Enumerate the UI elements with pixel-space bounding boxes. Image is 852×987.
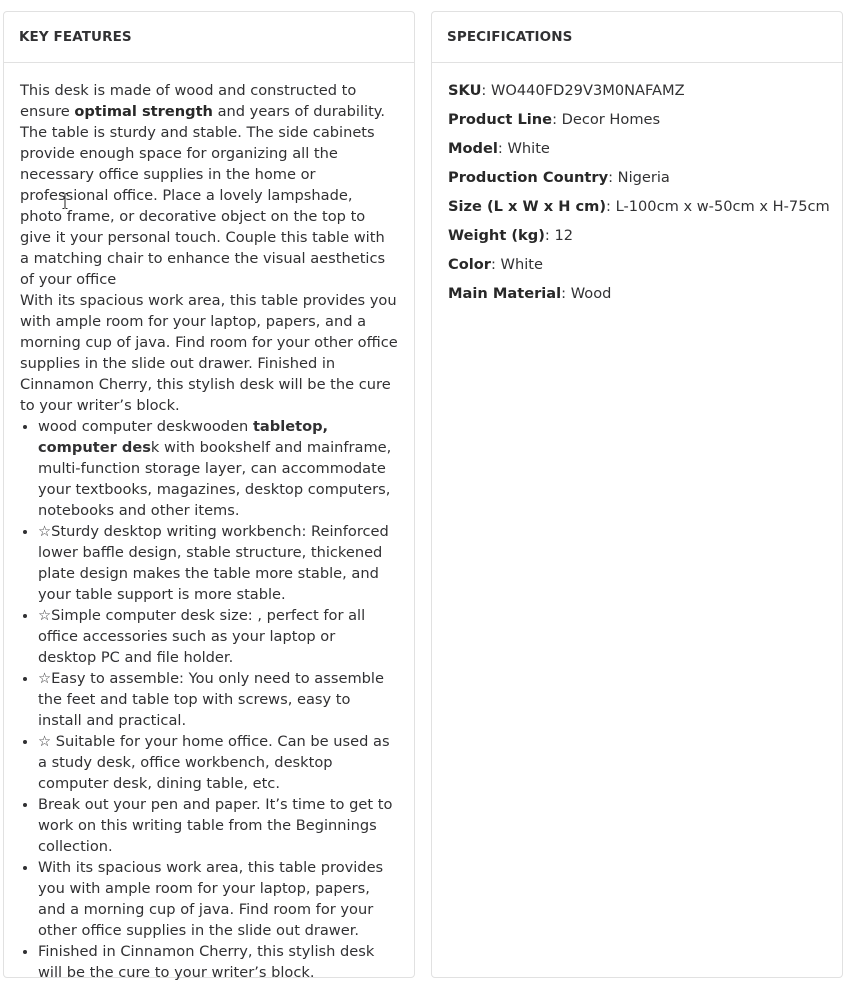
spec-value: WO440FD29V3M0NAFAMZ xyxy=(490,82,685,99)
features-bullet-1-text-a: wood computer deskwooden xyxy=(38,418,253,435)
spec-key: SKU xyxy=(448,82,482,99)
features-paragraph-2: With its spacious work area, this table provides you with ample room for your laptop, papers, and a morning cup of java. Find room for your other office supplies in the slide out drawer. Finished in Cinnamon Cherry, this stylish desk will be the cure to your writer’s block. xyxy=(20,292,398,414)
spec-row-size: Size (L x W x H cm): L-100cm x w-50cm x H-75cm xyxy=(448,198,830,215)
features-bullet-item: • ☆ Suitable for your home office. Can be used as a study desk, office workbench, desktop computer desk, dining table, etc. xyxy=(38,731,398,794)
features-bullet-item: • ☆Easy to assemble: You only need to assemble the feet and table top with screws, easy to install and practical. xyxy=(38,668,398,731)
spec-value: Decor Homes xyxy=(561,111,661,128)
features-bullet-1-text-b: k with bookshelf and mainframe, multi-function storage layer, can accommodate your textbooks, magazines, desktop computers, notebooks and other items. xyxy=(38,439,392,519)
spec-key: Color xyxy=(448,256,491,273)
features-bullet-item: • With its spacious work area, this table provides you with ample room for your laptop, papers, and a morning cup of java. Find room for your other office supplies in the slide out drawer. xyxy=(38,857,398,941)
specifications-card xyxy=(431,11,843,978)
spec-row-weight: Weight (kg): 12 xyxy=(448,227,574,244)
features-bullet-item: • Finished in Cinnamon Cherry, this stylish desk will be the cure to your writer’s block. xyxy=(38,941,398,983)
spec-value: White xyxy=(507,140,550,157)
features-bullet-list xyxy=(20,416,398,983)
spec-value: 12 xyxy=(554,227,574,244)
spec-key: Size (L x W x H cm) xyxy=(448,198,607,215)
features-bullet-item: • ☆Sturdy desktop writing workbench: Reinforced lower baffle design, stable structure, thickened plate design makes the table more stable, and your table support is more stable. xyxy=(38,521,398,605)
features-bullet-1-bold: tabletop, computer des xyxy=(38,418,329,456)
spec-key: Model xyxy=(448,140,498,157)
features-bullet-item: • Break out your pen and paper. It’s time to get to work on this writing table from the Beginnings collection. xyxy=(38,794,398,857)
spec-row-sku: SKU: WO440FD29V3M0NAFAMZ xyxy=(448,82,685,99)
spec-value: L-100cm x w-50cm x H-75cm xyxy=(615,198,830,215)
features-paragraph-1 xyxy=(20,80,398,290)
specifications-body xyxy=(432,63,842,304)
features-bullet-item xyxy=(38,416,398,521)
spec-key: Weight (kg) xyxy=(448,227,545,244)
spec-value: White xyxy=(500,256,543,273)
features-paragraph-1-text-b: and years of durability. The table is sturdy and stable. The side cabinets provide enough space for organizing all the necessary office supplies in the home or professional office. Place a lovely lampshade, photo frame, or decorative object on the top to give it your personal touch. Couple this table with a matching chair to enhance the visual aesthetics of your office xyxy=(20,103,386,288)
spec-row-product-line: Product Line: Decor Homes xyxy=(448,111,661,128)
spec-key: Production Country xyxy=(448,169,609,186)
features-bullet-item: • ☆Simple computer desk size: , perfect for all office accessories such as your laptop or desktop PC and file holder. xyxy=(38,605,398,668)
spec-row-main-material: Main Material: Wood xyxy=(448,285,612,302)
spec-row-production-country: Production Country: Nigeria xyxy=(448,169,670,186)
spec-key: Product Line xyxy=(448,111,553,128)
specifications-header: SPECIFICATIONS xyxy=(432,12,842,63)
key-features-header: KEY FEATURES xyxy=(4,12,414,63)
spec-row-model: Model: White xyxy=(448,140,550,157)
features-paragraph-1-text-a: This desk is made of wood and constructed to ensure xyxy=(20,82,357,120)
key-features-card xyxy=(3,11,415,981)
spec-value: Wood xyxy=(570,285,612,302)
spec-row-color: Color: White xyxy=(448,256,543,273)
features-paragraph-1-bold: optimal strength xyxy=(74,103,213,120)
spec-key: Main Material xyxy=(448,285,562,302)
spec-value: Nigeria xyxy=(617,169,670,186)
text-cursor-icon xyxy=(62,193,68,209)
